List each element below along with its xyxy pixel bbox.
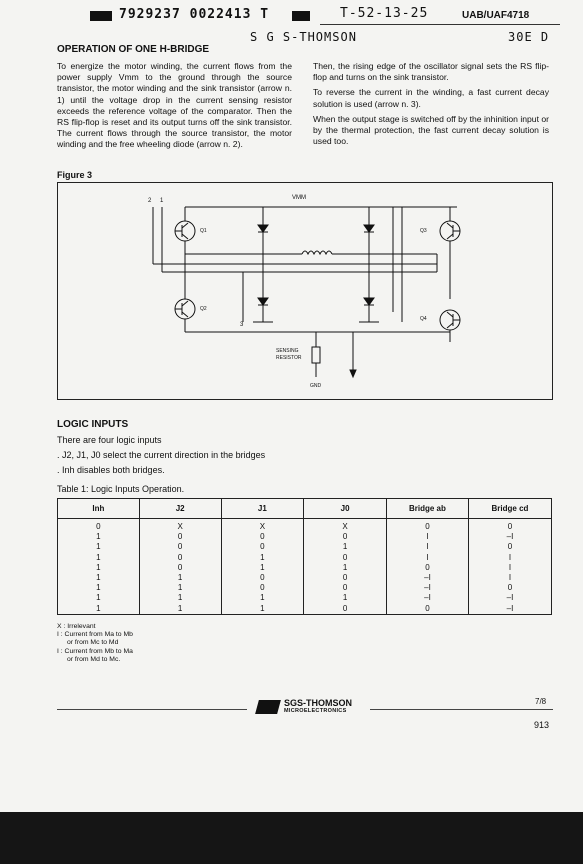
table-row <box>58 583 552 593</box>
table-cell: 1 <box>304 563 387 573</box>
table-cell: –I <box>468 532 551 542</box>
col2-paragraph-3: When the output stage is switched off by the inhinition input or by the thermal protection, the fast current decay solution is used too. <box>313 113 549 147</box>
table-cell: I <box>468 563 551 573</box>
logic-table <box>57 498 552 615</box>
q3-label: Q3 <box>420 228 427 234</box>
table-cell: –I <box>468 604 551 615</box>
table-cell: 0 <box>304 604 387 615</box>
table-cell: 0 <box>139 532 221 542</box>
table-cell: 0 <box>304 532 387 542</box>
table-cell: 1 <box>304 593 387 603</box>
table-row <box>58 553 552 563</box>
table-cell: 0 <box>386 604 468 615</box>
table-cell: 0 <box>58 519 140 533</box>
table-cell: 0 <box>221 583 304 593</box>
section-col1 <box>57 61 292 155</box>
table-cell: 1 <box>58 532 140 542</box>
q2-label: Q2 <box>200 306 207 312</box>
table-caption: Table 1: Logic Inputs Operation. <box>57 484 185 494</box>
doc-code: T-52-13-25 <box>340 6 429 21</box>
q1-label: Q1 <box>200 228 207 234</box>
table-row <box>58 519 552 533</box>
table-cell: 1 <box>221 593 304 603</box>
col-header-j1: J1 <box>221 499 304 519</box>
page-indicator: 7/8 <box>535 697 547 706</box>
table-cell: 1 <box>58 593 140 603</box>
figure-caption: Figure 3 <box>57 170 93 180</box>
table-row <box>58 563 552 573</box>
table-cell: X <box>139 519 221 533</box>
table-cell: 0 <box>304 553 387 563</box>
col1-paragraph: To energize the motor winding, the current flows from the power supply Vmm to the ground through the source transistor, the motor winding and the sink transistor (arrow n. 1) until the voltage drop in the current sensing resistor exceeds the reference voltage of the comparator. Then the RS flip-flop is reset and its output turns off the sink transistor. The current flows through the source transistor, the motor winding and the free wheeling diode (arrow n. 2). <box>57 61 292 150</box>
table-cell: 0 <box>139 563 221 573</box>
col2-paragraph-2: To reverse the current in the winding, a fast current decay solution is used (arrow n. 3). <box>313 87 549 109</box>
table-cell: 0 <box>139 553 221 563</box>
arrow-1-label: 1 <box>160 198 164 204</box>
table-cell: 1 <box>139 593 221 603</box>
logic-bullet-1: . J2, J1, J0 select the current direction in the bridges <box>57 450 266 460</box>
black-bar-left <box>90 11 112 21</box>
table-cell: 1 <box>139 583 221 593</box>
col-header-bridge-cd: Bridge cd <box>468 499 551 519</box>
table-cell: I <box>386 532 468 542</box>
sensing-label: SENSING <box>276 348 299 354</box>
table-cell: X <box>221 519 304 533</box>
table-row <box>58 542 552 552</box>
table-cell: I <box>386 542 468 552</box>
table-cell: 0 <box>304 573 387 583</box>
vmm-label: VMM <box>292 195 306 201</box>
table-cell: –I <box>468 593 551 603</box>
table-cell: 0 <box>139 542 221 552</box>
table-row <box>58 532 552 542</box>
table-cell: –I <box>386 573 468 583</box>
table-row <box>58 593 552 603</box>
table-cell: 1 <box>58 542 140 552</box>
h-bridge-schematic <box>57 182 553 400</box>
table-cell: 1 <box>221 604 304 615</box>
table-cell: 1 <box>58 583 140 593</box>
table-cell: 1 <box>58 573 140 583</box>
part-title: UAB/UAF4718 <box>462 10 530 21</box>
footer-brand-sub: MICROELECTRONICS <box>284 708 347 714</box>
logic-title: LOGIC INPUTS <box>57 419 129 430</box>
table-cell: –I <box>386 593 468 603</box>
table-cell: 1 <box>139 604 221 615</box>
table-cell: 0 <box>221 532 304 542</box>
table-row <box>58 573 552 583</box>
footer-rule-right <box>370 709 553 710</box>
page-number: 913 <box>534 720 550 730</box>
logic-intro: There are four logic inputs <box>57 435 162 445</box>
code-right: 30E D <box>508 30 550 44</box>
table-cell: X <box>304 519 387 533</box>
header-rule <box>320 24 560 25</box>
black-bar-right <box>292 11 310 21</box>
arrow-2-label: 2 <box>148 198 152 204</box>
table-cell: 1 <box>58 553 140 563</box>
section-title: OPERATION OF ONE H-BRIDGE <box>57 44 210 55</box>
gnd-label: GND <box>310 383 322 389</box>
table-cell: I <box>468 573 551 583</box>
table-cell: 1 <box>58 604 140 615</box>
legend-line: I : Current from Ma to Mb <box>57 631 133 639</box>
table-cell: 1 <box>304 542 387 552</box>
table-cell: 0 <box>468 519 551 533</box>
scan-background <box>0 812 583 864</box>
logic-bullet-2: . Inh disables both bridges. <box>57 465 165 475</box>
arrow-3-label: 3 <box>240 322 244 328</box>
table-cell: 1 <box>221 563 304 573</box>
st-logo-icon <box>255 700 281 714</box>
table-cell: 0 <box>468 583 551 593</box>
q4-label: Q4 <box>420 316 427 322</box>
table-cell: I <box>386 553 468 563</box>
legend-line: or from Md to Mc. <box>67 655 121 663</box>
table-cell: 1 <box>139 573 221 583</box>
table-cell: 0 <box>304 583 387 593</box>
barcode-line: 7929237 0022413 T <box>119 7 270 22</box>
table-cell: 1 <box>58 563 140 573</box>
table-cell: –I <box>386 583 468 593</box>
col-header-inh: Inh <box>58 499 140 519</box>
table-cell: 0 <box>221 573 304 583</box>
resistor-label: RESISTOR <box>276 355 302 361</box>
col2-paragraph-1: Then, the rising edge of the oscillator signal sets the RS flip-flop and turns on the sink transistor. <box>313 61 549 83</box>
legend-line: X : Irrelevant <box>57 623 96 630</box>
col-header-bridge-ab: Bridge ab <box>386 499 468 519</box>
table-row <box>58 604 552 615</box>
table-cell: 0 <box>468 542 551 552</box>
table-header-row <box>58 499 552 519</box>
table-legend <box>57 623 133 664</box>
footer-brand: SGS-THOMSON <box>284 698 353 708</box>
table-cell: 0 <box>386 519 468 533</box>
col-header-j0: J0 <box>304 499 387 519</box>
legend-line: I : Current from Mb to Ma <box>57 647 133 655</box>
table-cell: 0 <box>386 563 468 573</box>
col-header-j2: J2 <box>139 499 221 519</box>
table-cell: 1 <box>221 553 304 563</box>
legend-line: or from Mc to Md <box>67 639 119 647</box>
footer-rule-left <box>57 709 247 710</box>
table-cell: I <box>468 553 551 563</box>
section-col2 <box>313 61 549 151</box>
company-line: S G S-THOMSON <box>250 30 357 44</box>
table-cell: 0 <box>221 542 304 552</box>
